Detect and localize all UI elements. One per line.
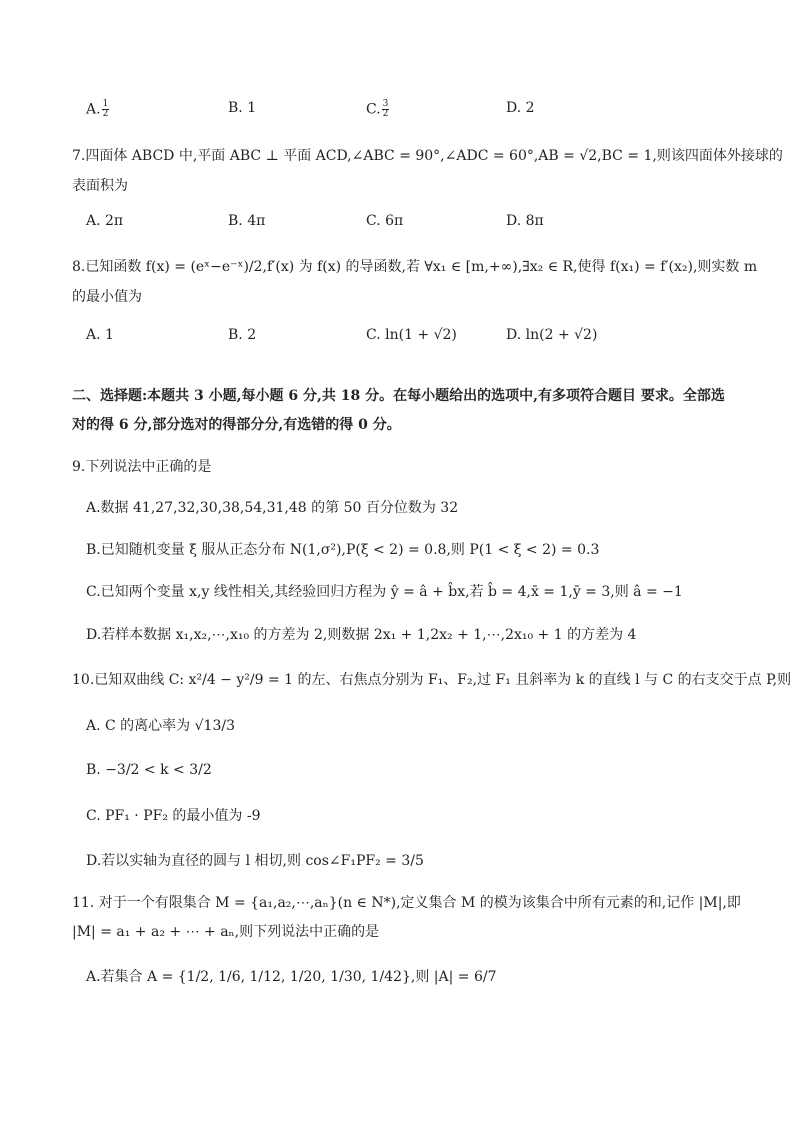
- q8-option-b: B. 2: [228, 327, 257, 343]
- q8-stem-line2: 的最小值为: [72, 289, 142, 305]
- section2-heading-line2: 对的得 6 分,部分选对的得部分分,有选错的得 0 分。: [72, 417, 401, 433]
- q10-option-d: D.若以实轴为直径的圆与 l 相切,则 cos∠F₁PF₂ = 3/5: [86, 853, 424, 869]
- section2-heading-line1: 二、选择题:本题共 3 小题,每小题 6 分,共 18 分。在每小题给出的选项中,有多项符合题目 要求。全部选: [72, 388, 725, 404]
- q9-option-b: B.已知随机变量 ξ 服从正态分布 N(1,σ²),P(ξ < 2) = 0.8,则 P(1 < ξ < 2) = 0.3: [86, 542, 600, 558]
- q6-option-c: C. $\frac{3}{2}$: [366, 99, 389, 119]
- q7-option-c: C. 6π: [366, 213, 404, 229]
- q9-stem: 9.下列说法中正确的是: [72, 459, 212, 475]
- q11-stem-line2: |M| = a₁ + a₂ + ⋯ + aₙ,则下列说法中正确的是: [72, 924, 380, 940]
- q11-option-a: A.若集合 A = {1/2, 1/6, 1/12, 1/20, 1/30, 1/42},则 |A| = 6/7: [86, 969, 497, 985]
- q7-stem-line2: 表面积为: [72, 178, 128, 194]
- q10-stem: 10.已知双曲线 C: x²/4 − y²/9 = 1 的左、右焦点分别为 F₁、F₂,过 F₁ 且斜率为 k 的直线 l 与 C 的右支交于点 P,则: [72, 672, 792, 688]
- q6-option-d: D. 2: [506, 100, 535, 116]
- q8-option-c: C. ln(1 + √2): [366, 327, 457, 343]
- q10-option-b: B. −3/2 < k < 3/2: [86, 762, 212, 778]
- q8-option-a: A. 1: [86, 327, 114, 343]
- q7-option-a: A. 2π: [86, 213, 124, 229]
- q6-option-a: A. $\frac{1}{2}$: [86, 99, 109, 119]
- q10-option-c: C. PF₁ · PF₂ 的最小值为 -9: [86, 808, 261, 824]
- q8-option-d: D. ln(2 + √2): [506, 327, 598, 343]
- q7-option-d: D. 8π: [506, 213, 544, 229]
- q10-option-a: A. C 的离心率为 √13/3: [86, 718, 235, 734]
- q9-option-c: C.已知两个变量 x,y 线性相关,其经验回归方程为 ŷ = â + b̂x,若 b̂ = 4,x̄ = 1,ȳ = 3,则 â = −1: [86, 584, 683, 600]
- q9-option-a: A.数据 41,27,32,30,38,54,31,48 的第 50 百分位数为 32: [86, 500, 459, 516]
- q11-stem-line1: 11. 对于一个有限集合 M = {a₁,a₂,⋯,aₙ}(n ∈ N*),定义集合 M 的模为该集合中所有元素的和,记作 |M|,即: [72, 895, 741, 911]
- q7-option-b: B. 4π: [228, 213, 266, 229]
- q6-option-b: B. 1: [228, 100, 257, 116]
- q8-stem-line1: 8.已知函数 f(x) = (eˣ−e⁻ˣ)/2,f′(x) 为 f(x) 的导函数,若 ∀x₁ ∈ [m,+∞),∃x₂ ∈ R,使得 f(x₁) = f′(x₂),则实数 m: [72, 259, 758, 275]
- q7-stem-line1: 7.四面体 ABCD 中,平面 ABC ⊥ 平面 ACD,∠ABC = 90°,∠ADC = 60°,AB = √2,BC = 1,则该四面体外接球的: [72, 148, 783, 164]
- q9-option-d: D.若样本数据 x₁,x₂,⋯,x₁₀ 的方差为 2,则数据 2x₁ + 1,2x₂ + 1,⋯,2x₁₀ + 1 的方差为 4: [86, 627, 637, 643]
